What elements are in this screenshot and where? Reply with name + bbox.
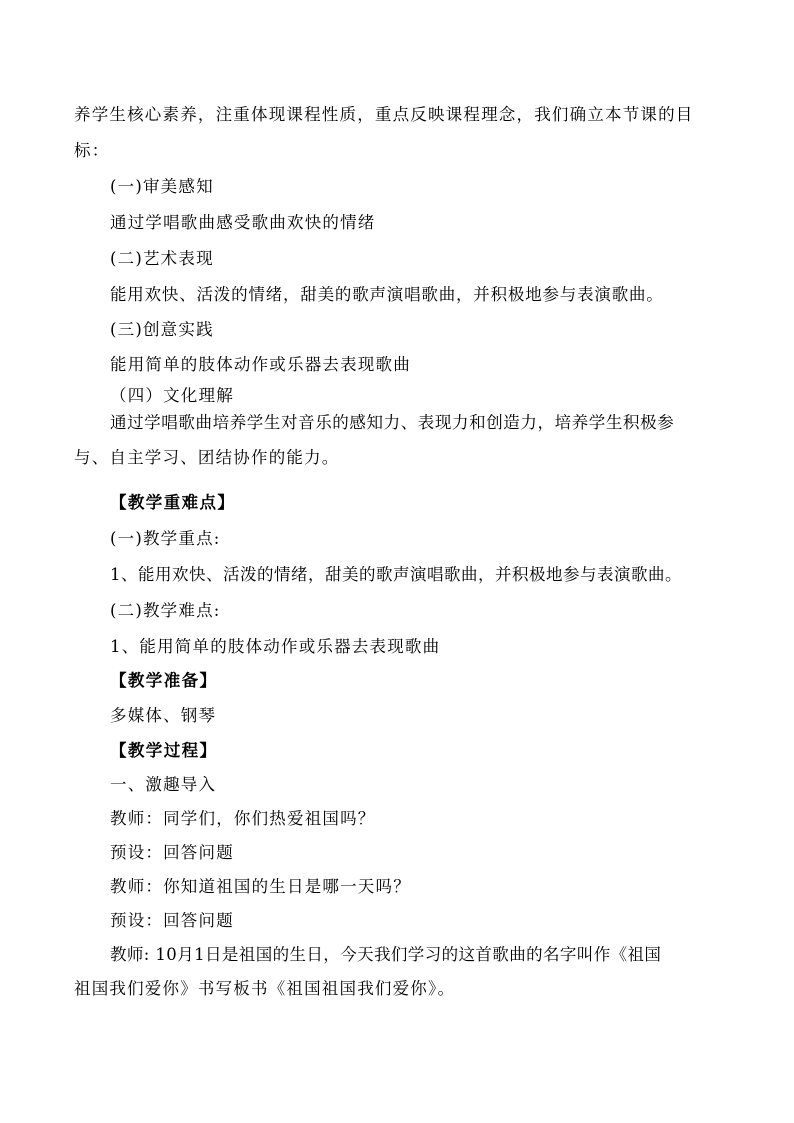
closing-line-2: 祖国我们爱你》书写板书《祖国祖国我们爱你》。: [74, 979, 456, 998]
objective-heading-cultural: （四）文化理解: [110, 386, 234, 405]
dialogue-line: 教师：你知道祖国的生日是哪一天吗？: [110, 877, 411, 896]
dialogue-line: 预设：回答问题: [110, 911, 234, 930]
key-difficulty-heading: (二)教学难点:: [110, 601, 221, 620]
objective-heading-creative: (三)创意实践: [110, 320, 214, 339]
objective-text-artistic: 能用欢快、活泼的情绪，甜美的歌声演唱歌曲，并积极地参与表演歌曲。: [110, 285, 664, 304]
objective-text-creative: 能用简单的肢体动作或乐器去表现歌曲: [110, 355, 411, 374]
objective-heading-aesthetic: (一)审美感知: [110, 177, 214, 196]
key-focus-item: 1、能用欢快、活泼的情绪，甜美的歌声演唱歌曲，并积极地参与表演歌曲。: [110, 565, 682, 584]
preparation-text: 多媒体、钢琴: [110, 706, 217, 725]
section-title-preparation: 【教学准备】: [110, 671, 218, 690]
key-focus-heading: (一)教学重点:: [110, 529, 221, 548]
objective-heading-artistic: (二)艺术表现: [110, 249, 214, 268]
closing-line-1: 教师: 10月1日是祖国的生日，今天我们学习的这首歌曲的名字叫作《祖国: [110, 945, 662, 964]
section-title-key-points: 【教学重难点】: [110, 493, 236, 512]
intro-line-1: 养学生核心素养，注重体现课程性质，重点反映课程理念，我们确立本节课的目: [74, 105, 694, 124]
dialogue-line: 教师：同学们，你们热爱祖国吗？: [110, 809, 376, 828]
objective-text-cultural-line-2: 与、自主学习、团结协作的能力。: [74, 448, 340, 467]
key-difficulty-item: 1、能用简单的肢体动作或乐器去表现歌曲: [110, 637, 441, 656]
section-title-process: 【教学过程】: [110, 741, 218, 760]
objective-text-aesthetic: 通过学唱歌曲感受歌曲欢快的情绪: [110, 213, 376, 232]
intro-line-2: 标：: [74, 141, 110, 160]
process-step-1: 一、激趣导入: [110, 775, 217, 794]
objective-text-cultural-line-1: 通过学唱歌曲培养学生对音乐的感知力、表现力和创造力，培养学生积极参: [110, 413, 675, 432]
dialogue-line: 预设：回答问题: [110, 843, 234, 862]
